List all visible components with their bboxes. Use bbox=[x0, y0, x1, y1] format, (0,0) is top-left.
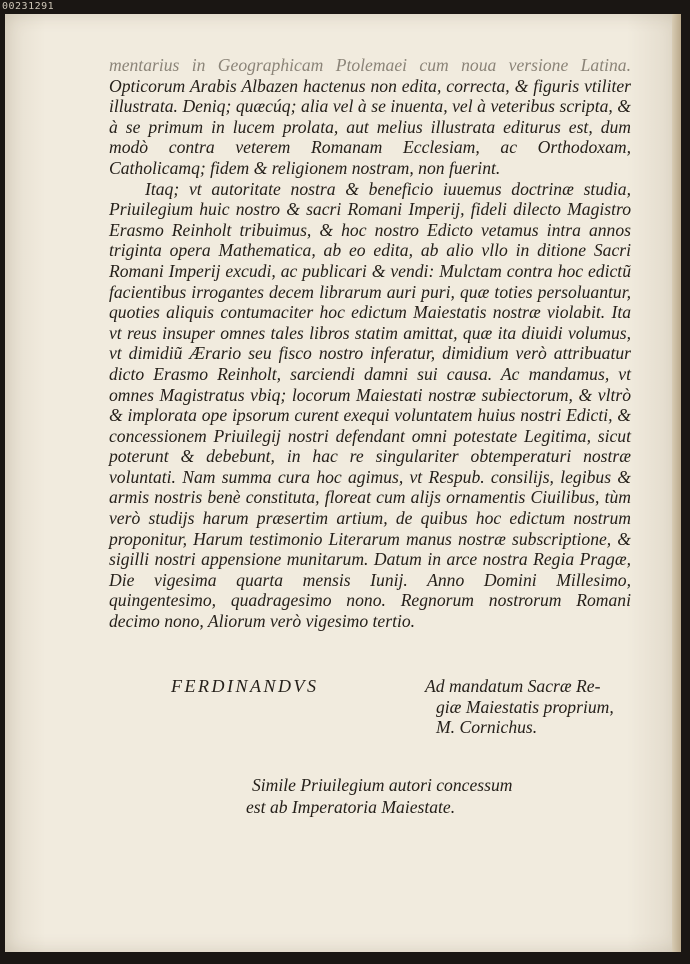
countersignature bbox=[425, 676, 635, 738]
note-line-1: Simile Priuilegium autori concessum bbox=[252, 775, 513, 795]
page-edge bbox=[672, 14, 681, 952]
countersign-line-2: giæ Maiestatis proprium, bbox=[436, 696, 614, 717]
privilege-note bbox=[246, 774, 552, 818]
paragraph-1 bbox=[109, 55, 631, 179]
countersign-line-1: Ad mandatum Sacræ Re- bbox=[425, 676, 601, 696]
note-line-2: est ab Imperatoria Maiestate. bbox=[246, 797, 456, 817]
faded-top-line: mentarius in Geographicam Ptolemaei cum noua versione Latina. bbox=[109, 55, 631, 75]
sovereign-signature: FERDINANDVS bbox=[171, 676, 319, 696]
scan-id-label: 00231291 bbox=[2, 1, 55, 12]
privilege-text bbox=[109, 55, 631, 632]
paragraph-2: Itaq; vt autoritate nostra & beneficio iuuemus doctrinæ studia, Priuilegium huic nostro & sacri Romani Imperij, fideli dilecto Magistro Erasmo Reinholt tribuimus, & hoc nostro Edicto vetamus intra annos triginta opera Mathematica, ab eo edita, ab alio vllo in ditione Sacri Romani Imperij excudi, ac publicari & vendi: Mulctam contra hoc edictũ facientibus irrogantes decem librarum auri puri, quæ toties persoluantur, quoties aliquis contumaciter hoc edictum Maiestatis nostræ violabit. Ita vt reus insuper omnes tales libros statim amittat, quæ ita diuidi volumus, vt dimidiũ Ærario seu fisco nostro inferatur, dimidium verò attribuatur dicto Erasmo Reinholt, sarciendi damni sui causa. Ac mandamus, vt omnes Magistratus vbiq; locorum Maiestati nostræ subiectorum, & vltrò & implorata ope ipsorum curent exequi voluntatem huius nostri Edicti, & concessionem Priuilegij nostri defendant omni potestate Legitima, sicut poterunt & debebunt, in hac re singulariter obtemperaturi nostræ voluntati. Nam summa cura hoc agimus, vt Respub. consilijs, legibus & armis nostris benè constituta, floreat cum alijs ornamentis Ciuilibus, tùm verò studijs harum præsertim artium, de quibus hoc edictum nostrum proponitur, Harum testimonio Literarum manus nostræ subscriptione, & sigilli nostri appensione munitarum. Datum in arce nostra Regia Pragæ, Die vigesima quarta mensis Iunij. Anno Domini Millesimo, quingentesimo, quadragesimo nono. Regnorum nostrorum Romani decimo nono, Aliorum verò vigesimo tertio. bbox=[109, 178, 631, 632]
signature-block bbox=[109, 676, 631, 756]
countersign-line-3: M. Cornichus. bbox=[436, 717, 538, 738]
book-page bbox=[5, 14, 681, 952]
paragraph-1-text: Opticorum Arabis Albazen hactenus non edita, correcta, & figuris vtiliter illustrata. Deniq; quæcúq; alia vel à se inuenta, vel à veteribus scripta, & à se primum in lucem prolata, aut melius illustrata editurus est, dum modò contra veterem Romanam Ecclesiam, ac Orthodoxam, Catholicamq; fidem & religionem nostram, non fuerint. bbox=[109, 75, 631, 178]
